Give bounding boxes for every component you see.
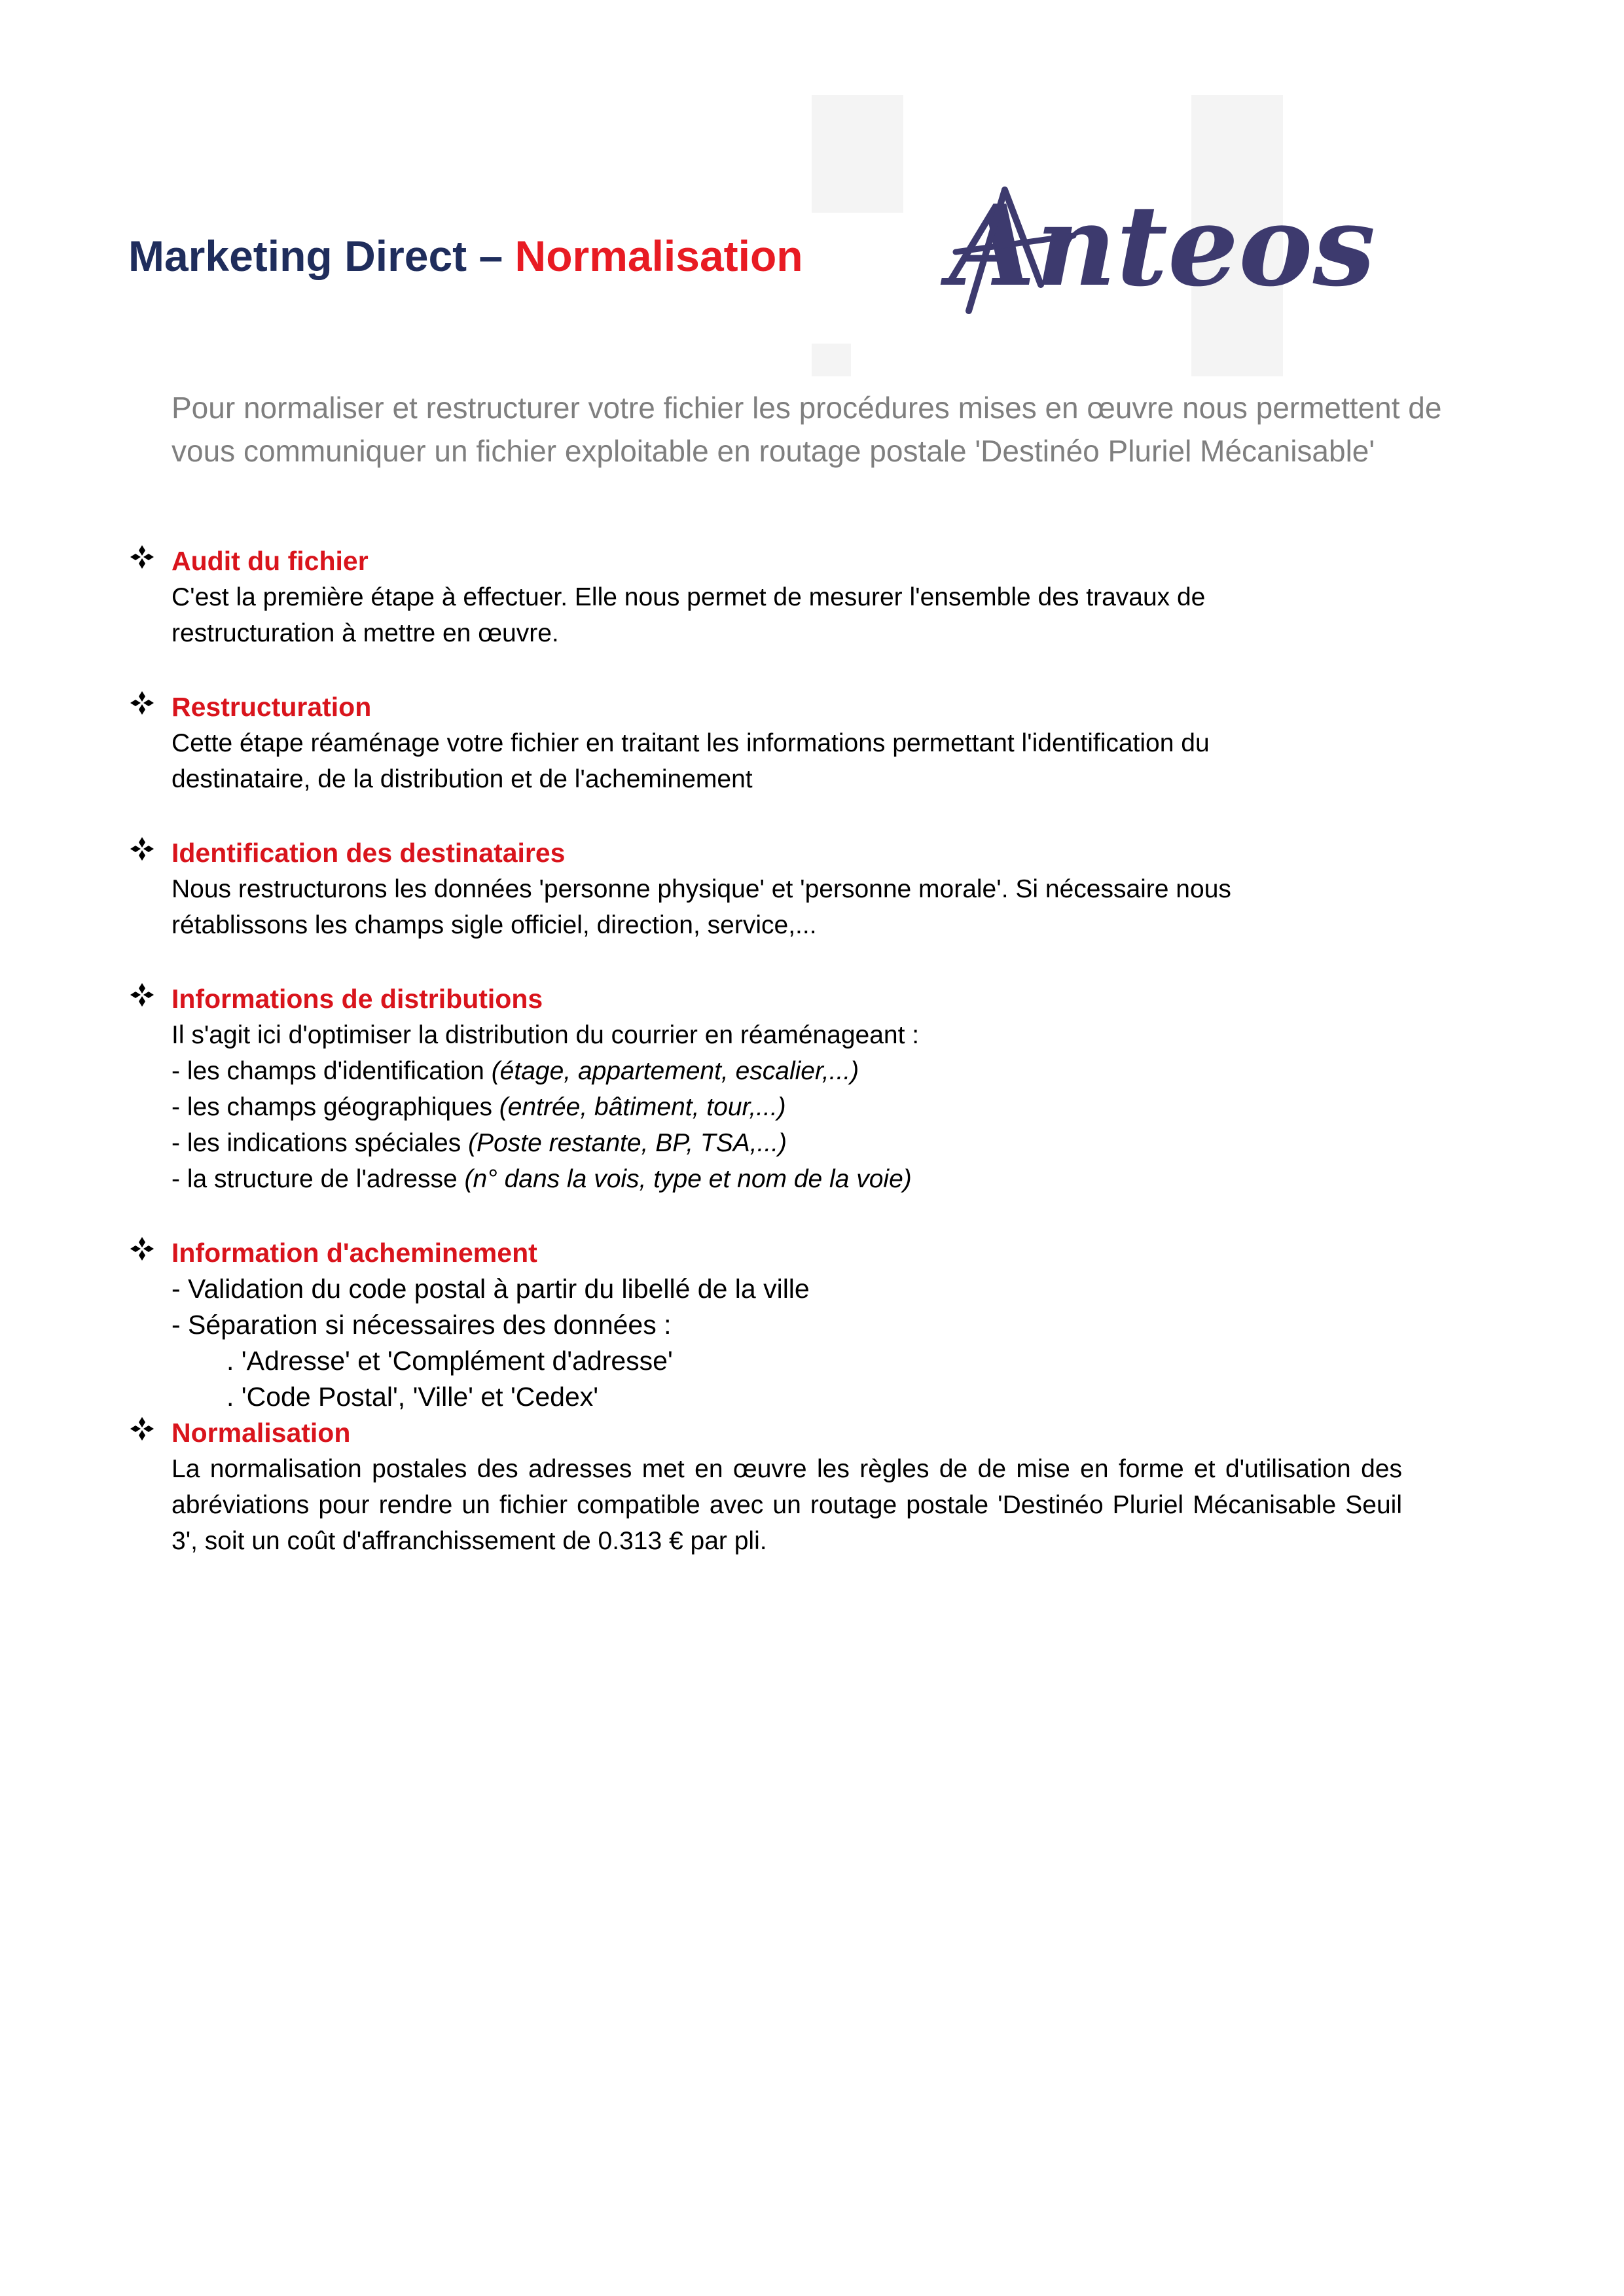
section-heading: Information d'acheminement [171, 1238, 537, 1268]
section-audit [128, 543, 1477, 651]
diamond-bullet-icon [128, 835, 156, 863]
section-text-line: destinataire, de la distribution et de l'acheminement [171, 765, 753, 793]
section-acheminement [128, 1235, 1477, 1415]
section-text-line: Nous restructurons les données 'personne physique' et 'personne morale'. Si nécessaire nous [171, 875, 1231, 903]
section-heading: Normalisation [171, 1418, 351, 1448]
section-normalisation [128, 1415, 1477, 1559]
diamond-bullet-icon [128, 981, 156, 1009]
title-part-marketing-direct: Marketing Direct – [128, 232, 515, 280]
title-part-normalisation: Normalisation [514, 232, 803, 280]
list-item-text: - les champs d'identification [171, 1057, 492, 1085]
section-body [171, 725, 1477, 797]
section-restructuration [128, 689, 1477, 797]
section-distribution [128, 981, 1477, 1197]
section-text-line: Il s'agit ici d'optimiser la distribution du courrier en réaménageant : [171, 1021, 920, 1049]
section-text-line: Cette étape réaménage votre fichier en traitant les informations permettant l'identification du [171, 729, 1210, 757]
section-heading: Informations de distributions [171, 984, 543, 1014]
section-text-line: - Séparation si nécessaires des données : [171, 1310, 672, 1340]
diamond-bullet-icon [128, 689, 156, 717]
list-item [171, 1125, 1477, 1161]
section-heading: Identification des destinataires [171, 838, 566, 868]
sub-list-item: . 'Adresse' et 'Complément d'adresse' [226, 1346, 673, 1376]
logo-background-shape [812, 95, 903, 213]
section-body [171, 1271, 1477, 1415]
list-item-detail: (Poste restante, BP, TSA,...) [468, 1129, 787, 1157]
logo-background-shape [812, 344, 851, 376]
section-heading: Audit du fichier [171, 546, 369, 576]
list-item-detail: (n° dans la vois, type et nom de la voie) [464, 1165, 912, 1193]
list-item-text: - les champs géographiques [171, 1093, 499, 1121]
section-text-line: - Validation du code postal à partir du libellé de la ville [171, 1274, 810, 1304]
section-body [171, 871, 1477, 943]
section-identification [128, 835, 1477, 943]
intro-paragraph: Pour normaliser et restructurer votre fichier les procédures mises en œuvre nous permettent de vous communiquer un fichier exploitable en routage postale 'Destinéo Pluriel Mécanisable' [171, 391, 1442, 468]
logo-text: Anteos [949, 181, 1376, 312]
section-text-line: C'est la première étape à effectuer. Elle nous permet de mesurer l'ensemble des travaux de [171, 583, 1206, 611]
list-item [171, 1053, 1477, 1089]
diamond-bullet-icon [128, 1235, 156, 1263]
list-item-detail: (entrée, bâtiment, tour,...) [499, 1093, 786, 1121]
anteos-logo-icon [943, 173, 1376, 324]
section-body [171, 579, 1477, 651]
section-body [171, 1017, 1477, 1197]
list-item-text: - les indications spéciales [171, 1129, 469, 1157]
sub-list-item: . 'Code Postal', 'Ville' et 'Cedex' [226, 1382, 599, 1412]
company-logo [812, 95, 1376, 376]
diamond-bullet-icon [128, 1415, 156, 1443]
section-text-line: restructuration à mettre en œuvre. [171, 619, 559, 647]
section-paragraph: La normalisation postales des adresses met en œuvre les règles de de mise en forme et d'utilisation des abréviations pour rendre un fichier compatible avec un routage postale 'Destinéo Pluriel Mécanisable Seuil 3', soit un coût d'affranchissement de 0.313 € par pli. [171, 1455, 1402, 1555]
page-title [128, 230, 803, 282]
sections-list [128, 543, 1477, 1559]
list-item-text: - la structure de l'adresse [171, 1165, 465, 1193]
diamond-bullet-icon [128, 543, 156, 571]
list-item [171, 1161, 1477, 1197]
section-heading: Restructuration [171, 692, 372, 722]
list-item-detail: (étage, appartement, escalier,...) [491, 1057, 859, 1085]
section-text-line: rétablissons les champs sigle officiel, direction, service,... [171, 911, 817, 939]
list-item [171, 1089, 1477, 1125]
